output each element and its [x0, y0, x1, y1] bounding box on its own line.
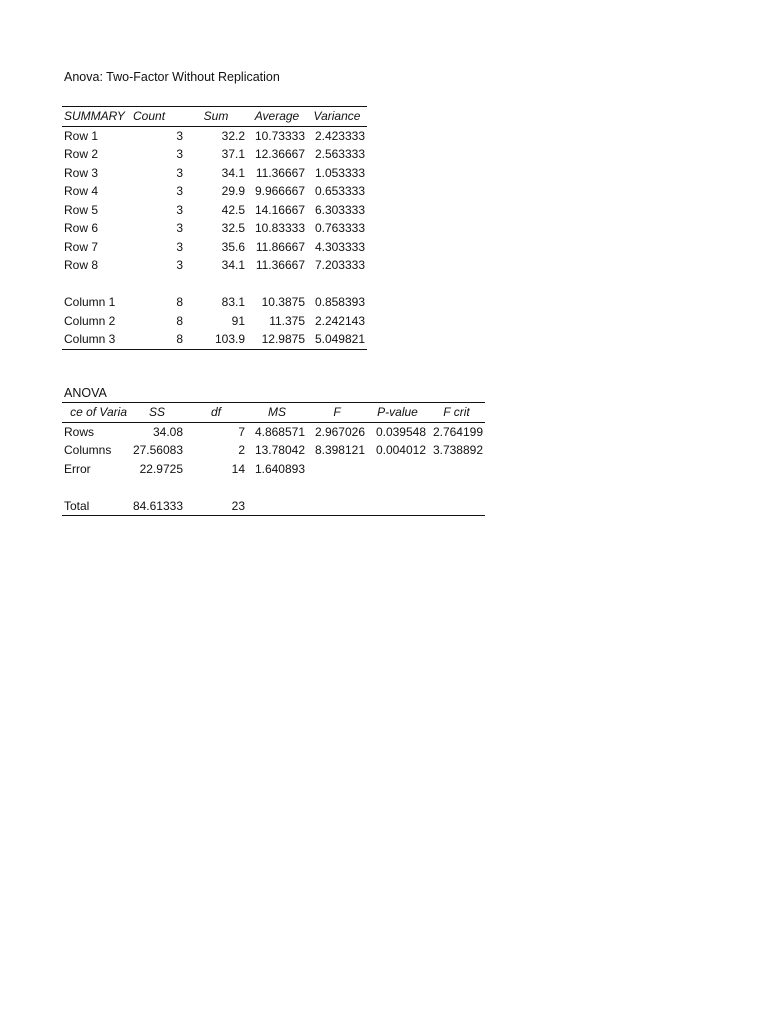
anova-cell: 14 [231, 461, 245, 476]
summary-column-row [62, 312, 367, 331]
anova-cell: 8.398121 [314, 443, 365, 457]
anova-cell: 27.56083 [132, 443, 183, 457]
summary-spacer-cell [62, 275, 131, 294]
summary-cell: 11.36667 [255, 165, 305, 180]
summary-cell: 1.053333 [314, 165, 365, 180]
summary-header-variance: Variance [307, 107, 367, 127]
anova-cell: 0.039548 [375, 424, 426, 439]
anova-row [62, 441, 485, 460]
summary-row-label: Row 2 [64, 147, 99, 161]
anova-row [62, 422, 485, 441]
summary-row-label: Column 3 [62, 330, 131, 349]
summary-cell: 3 [176, 147, 183, 161]
summary-row-label: Column 2 [64, 313, 116, 328]
summary-header-sum: Sum [185, 107, 247, 127]
anova-header-p-value: P-value [367, 403, 428, 423]
anova-cell: 2.967026 [314, 424, 365, 439]
anova-header-ms: MS [247, 403, 307, 423]
summary-header-average: Average [247, 107, 307, 127]
summary-cell: 32.5 [221, 221, 245, 235]
summary-cell: 35.6 [221, 239, 245, 254]
anova-cell [428, 460, 485, 479]
anova-spacer-cell [428, 478, 485, 497]
summary-row [62, 201, 367, 220]
anova-cell: 7 [238, 424, 245, 439]
anova-cell: 2 [238, 443, 245, 457]
summary-header-row [62, 107, 367, 127]
anova-cell: 0.004012 [375, 443, 426, 457]
anova-spacer-cell [307, 478, 367, 497]
summary-row-label: Row 1 [64, 128, 99, 143]
anova-row-label: Rows [64, 424, 95, 439]
anova-row-label: Error [64, 461, 91, 476]
anova-spacer-cell [185, 478, 247, 497]
summary-cell: 11.36667 [255, 258, 305, 272]
summary-cell: 11.375 [269, 313, 305, 328]
summary-cell: 91 [231, 313, 245, 328]
summary-cell: 103.9 [185, 330, 247, 349]
summary-cell: 7.203333 [314, 258, 365, 272]
summary-row [62, 145, 367, 164]
anova-table [62, 402, 485, 516]
summary-cell: 29.9 [221, 184, 245, 198]
anova-spacer-cell [247, 478, 307, 497]
summary-cell: 10.3875 [261, 295, 305, 309]
anova-header-row [62, 403, 485, 423]
anova-cell [428, 497, 485, 516]
summary-cell: 14.16667 [254, 202, 305, 217]
summary-cell: 2.423333 [314, 128, 365, 143]
summary-cell: 12.9875 [247, 330, 307, 349]
summary-cell: 12.36667 [254, 147, 305, 161]
summary-cell: 10.73333 [254, 128, 305, 143]
anova-label: ANOVA [64, 386, 107, 400]
summary-spacer-cell [307, 275, 367, 294]
summary-cell: 0.653333 [314, 184, 365, 198]
summary-cell: 37.1 [221, 147, 245, 161]
anova-cell: 1.640893 [254, 461, 305, 476]
summary-cell: 3 [176, 184, 183, 198]
anova-cell: 84.61333 [129, 497, 185, 516]
summary-cell: 4.303333 [314, 239, 365, 254]
summary-row-label: Row 3 [64, 165, 99, 180]
summary-cell: 8 [131, 330, 185, 349]
anova-header-df: df [185, 403, 247, 423]
anova-cell: 3.738892 [432, 443, 483, 457]
summary-cell: 83.1 [221, 295, 245, 309]
summary-cell: 2.242143 [314, 313, 365, 328]
anova-cell [307, 460, 367, 479]
anova-cell [307, 497, 367, 516]
anova-header-f-crit: F crit [428, 403, 485, 423]
anova-cell: 22.9725 [139, 461, 183, 476]
summary-cell: 0.858393 [314, 295, 365, 309]
summary-row-label: Row 4 [64, 184, 99, 198]
summary-header-count: Count [131, 107, 185, 127]
summary-row-label: Row 5 [64, 202, 99, 217]
summary-row [62, 256, 367, 275]
anova-cell [367, 497, 428, 516]
summary-cell: 3 [176, 239, 183, 254]
summary-cell: 3 [176, 128, 183, 143]
anova-spacer-cell [367, 478, 428, 497]
anova-cell: 2.764199 [432, 424, 483, 439]
anova-header-source: ce of Varia [62, 403, 129, 423]
anova-header-ss: SS [129, 403, 185, 423]
summary-cell: 3 [176, 165, 183, 180]
summary-cell: 34.1 [221, 258, 245, 272]
summary-row [62, 219, 367, 238]
summary-row [62, 182, 367, 201]
summary-row-label: Column 1 [64, 295, 116, 309]
anova-header-f: F [307, 403, 367, 423]
anova-cell [247, 497, 307, 516]
summary-row [62, 164, 367, 183]
anova-cell: 13.78042 [254, 443, 305, 457]
anova-cell [367, 460, 428, 479]
summary-row-label: Row 8 [64, 258, 99, 272]
summary-cell: 2.563333 [314, 147, 365, 161]
summary-cell: 32.2 [221, 128, 245, 143]
summary-cell: 5.049821 [307, 330, 367, 349]
summary-spacer-row [62, 275, 367, 294]
anova-row [62, 460, 485, 479]
summary-table [62, 106, 367, 350]
summary-cell: 34.1 [221, 165, 245, 180]
anova-total-row [62, 497, 485, 516]
summary-header-summary: SUMMARY [62, 107, 131, 127]
summary-row [62, 238, 367, 257]
anova-spacer-cell [62, 478, 129, 497]
summary-cell: 3 [176, 202, 183, 217]
summary-row-label: Row 6 [64, 221, 99, 235]
summary-cell: 10.83333 [254, 221, 305, 235]
summary-cell: 6.303333 [314, 202, 365, 217]
summary-cell: 0.763333 [314, 221, 365, 235]
page-title: Anova: Two-Factor Without Replication [64, 70, 280, 84]
summary-cell: 11.86667 [255, 239, 305, 254]
summary-spacer-cell [185, 275, 247, 294]
summary-spacer-cell [247, 275, 307, 294]
anova-cell: 23 [185, 497, 247, 516]
summary-cell: 3 [176, 258, 183, 272]
summary-spacer-cell [131, 275, 185, 294]
anova-row-label: Columns [64, 443, 112, 457]
summary-cell: 42.5 [221, 202, 245, 217]
anova-spacer-cell [129, 478, 185, 497]
summary-cell: 9.966667 [254, 184, 305, 198]
anova-spacer-row [62, 478, 485, 497]
summary-column-row [62, 293, 367, 312]
summary-row-label: Row 7 [64, 239, 99, 254]
summary-row [62, 126, 367, 145]
anova-row-label: Total [62, 497, 129, 516]
summary-column-row [62, 330, 367, 349]
anova-cell: 4.868571 [254, 424, 305, 439]
summary-cell: 3 [176, 221, 183, 235]
summary-cell: 8 [176, 295, 183, 309]
anova-cell: 34.08 [152, 424, 183, 439]
summary-cell: 8 [176, 313, 183, 328]
